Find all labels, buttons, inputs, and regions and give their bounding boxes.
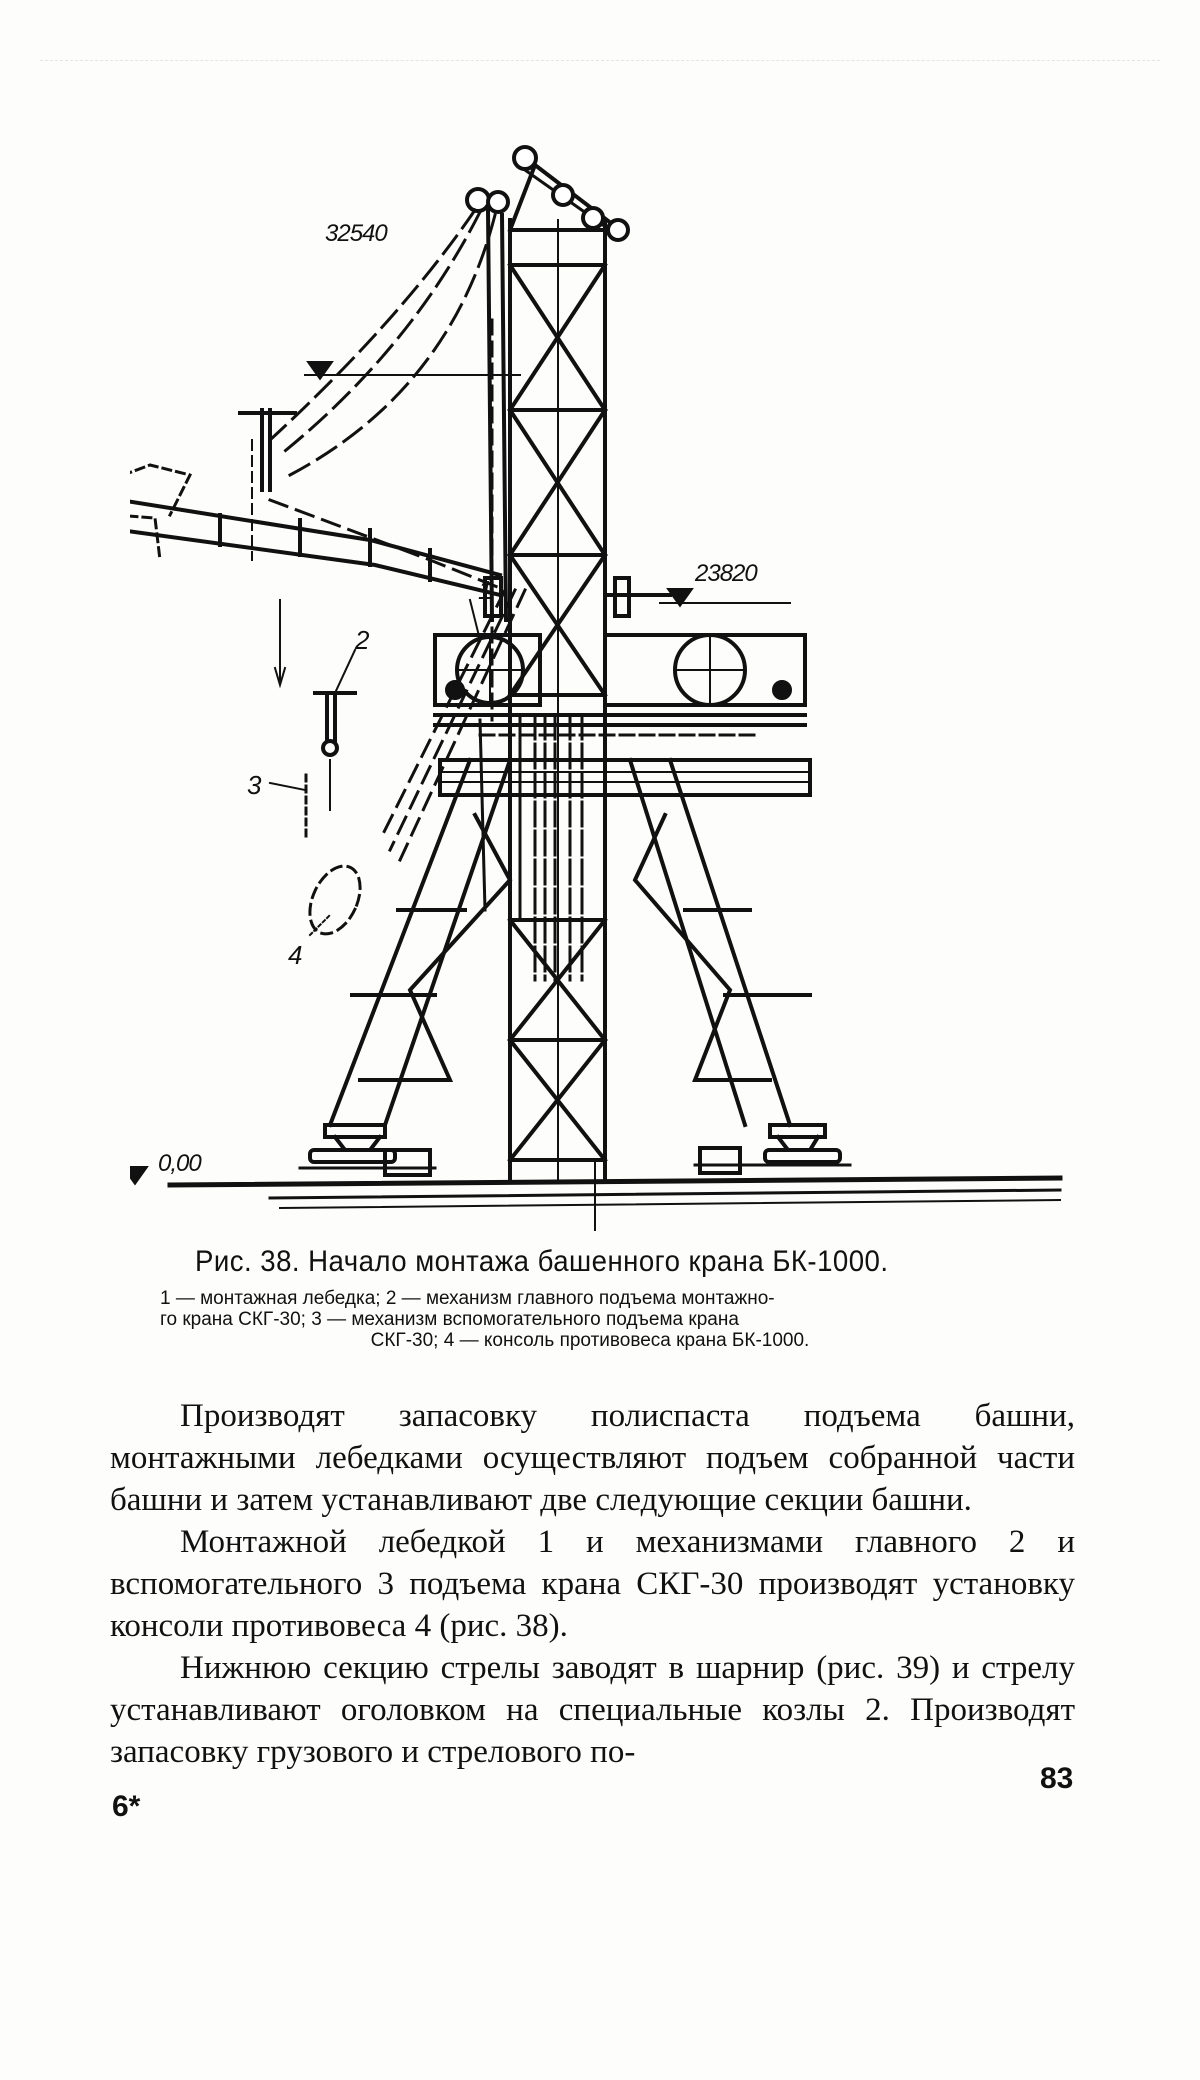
legend-line-3: СКГ-30; 4 — консоль противовеса крана БК-1000.: [370, 1330, 810, 1351]
crane-figure: [130, 120, 1080, 1240]
page-number: 83: [1040, 1762, 1074, 1795]
crane-drawing: [130, 120, 1080, 1240]
hoist-lines: [306, 693, 355, 840]
elevation-marker-icon: [130, 1168, 145, 1182]
ground-line: [170, 1160, 1060, 1230]
dashed-slings: [300, 590, 525, 942]
scan-artifact: [40, 60, 1160, 71]
signature-mark: 6*: [112, 1790, 141, 1823]
callout-2: 2: [355, 625, 370, 655]
elevation-label-ground: 0,00: [158, 1150, 201, 1177]
callout-leaders: [270, 600, 480, 935]
tower-mast: [510, 220, 605, 1180]
left-bogie: [300, 1125, 435, 1175]
paragraph-1: Производят запасовку полиспаста подъема башни, монтажными лебедками осуществляют подъем собранной части башни и затем устанавливают две следующие секции башни.: [110, 1398, 1075, 1518]
paragraph-3: Нижнюю секцию стрелы заводят в шарнир (рис. 39) и стрелу устанавливают оголовком на специальные козлы 2. Производят запасовку грузового и стрелового по-: [110, 1650, 1075, 1770]
callout-4: 4: [288, 940, 303, 970]
figure-caption-title: Рис. 38. Начало монтажа башенного крана БК-1000.: [195, 1245, 889, 1278]
right-bogie: [695, 1125, 850, 1173]
elevation-label-top: 32540: [325, 220, 387, 247]
paragraph-2: Монтажной лебедкой 1 и механизмами главного 2 и вспомогательного 3 подъема крана СКГ-30 производят установку консоли противовеса 4 (рис. 38).: [110, 1524, 1075, 1644]
elevation-label-middle: 23820: [695, 560, 757, 587]
sling-bundle: [480, 715, 582, 980]
hook-block-upper: [240, 410, 295, 560]
legend-line-1: 1 — монтажная лебедка; 2 — механизм главного подъема монтажно-: [160, 1288, 775, 1309]
legend-line-2: го крана СКГ-30; 3 — механизм вспомогательного подъема крана: [160, 1309, 739, 1330]
counterweight-console: [130, 465, 505, 595]
body-text: [110, 1395, 1075, 1773]
callout-1: 1: [478, 575, 493, 605]
callout-3: 3: [247, 770, 262, 800]
figure-legend: [160, 1288, 1020, 1351]
jib-ropes: [270, 210, 495, 475]
